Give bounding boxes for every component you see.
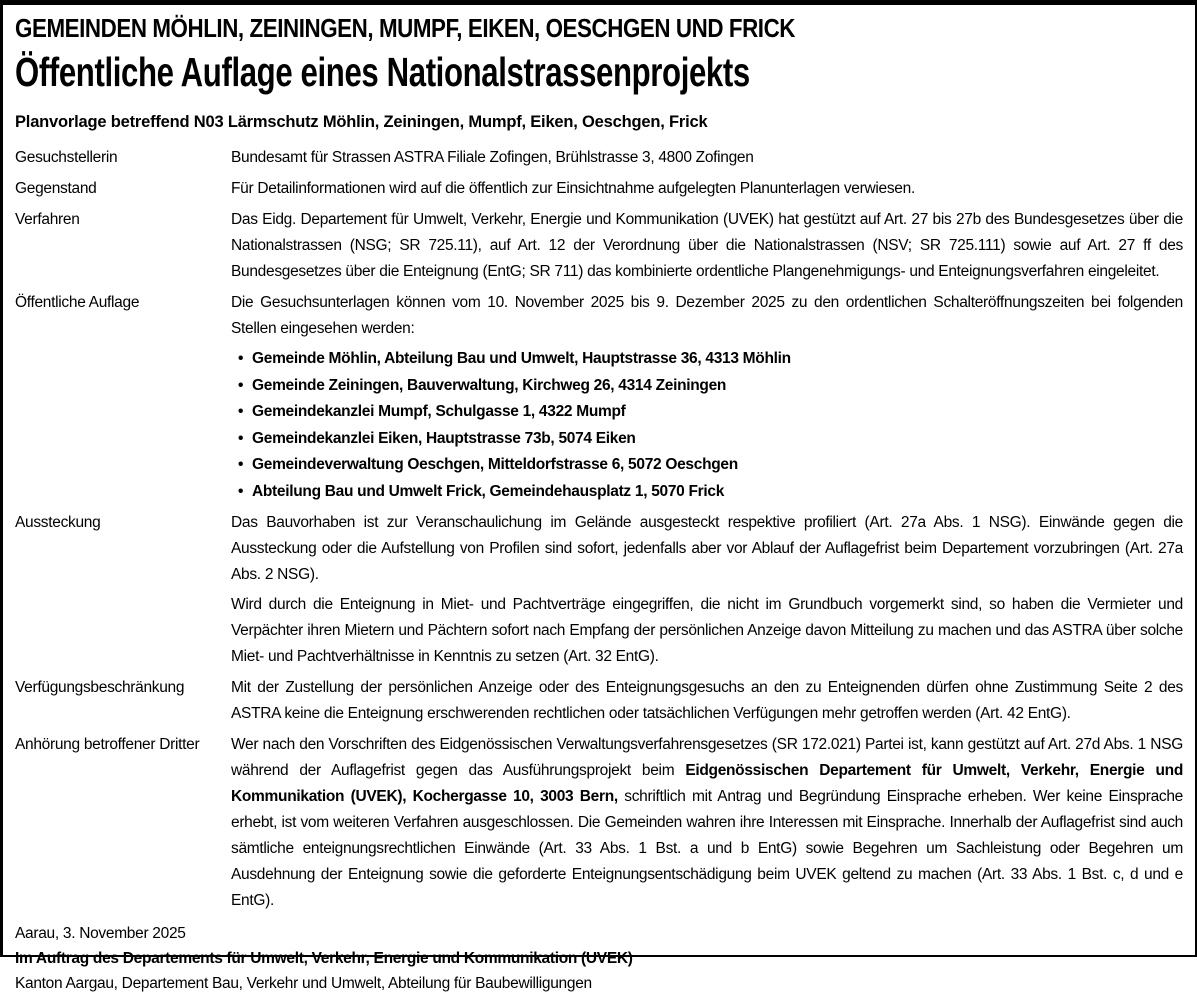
footer-line-department: Kanton Aargau, Departement Bau, Verkehr und Umwelt, Abteilung für Baubewilligungen — [15, 975, 592, 992]
section-label: Gesuchstellerin — [15, 149, 118, 166]
section-row — [15, 176, 1183, 202]
footer — [15, 921, 1183, 996]
page-title-text: Öffentliche Auflage eines Nationalstrassenprojekts — [15, 49, 750, 95]
section-row — [15, 207, 1183, 285]
footer-line-authority: Im Auftrag des Departements für Umwelt, Verkehr, Energie und Kommunikation (UVEK) — [15, 950, 633, 967]
bullet-item: • Gemeinde Zeiningen, Bauverwaltung, Kirchweg 26, 4314 Zeiningen — [231, 373, 1183, 400]
paragraph — [231, 592, 1183, 670]
section-content — [231, 510, 1183, 670]
text: Die Gesuchsunterlagen können vom 10. November 2025 bis 9. Dezember 2025 zu den ordentlichen Schalteröffnungszeiten bei folgenden Stellen eingesehen werden: — [231, 294, 1183, 337]
bullet-item: • Gemeinde Möhlin, Abteilung Bau und Umwelt, Hauptstrasse 36, 4313 Möhlin — [231, 346, 1183, 373]
section-label: Gegenstand — [15, 180, 97, 197]
section-content — [231, 290, 1183, 505]
section-label: Öffentliche Auflage — [15, 294, 140, 311]
section-label: Verfahren — [15, 211, 80, 228]
footer-line-date: Aarau, 3. November 2025 — [15, 925, 186, 942]
text: Wer nach den Vorschriften des Eidgenössischen Verwaltungsverfahrensgesetzes (SR 172.021) Partei ist, kann gestützt auf Art. 27d Abs. 1 NSG während der Auflagefrist gegen das Ausführungsprojekt beim — [231, 736, 1183, 779]
paragraph — [231, 290, 1183, 342]
sections — [15, 145, 1183, 914]
section-row — [15, 732, 1183, 914]
text: schriftlich mit Antrag und Begründung Einsprache erheben. Wer keine Einsprache erhebt, ist vom weiteren Verfahren ausgeschlossen. Die Gemeinden wahren ihre Interessen mit Einsprache. Innerhalb der Auflagefrist sind auch sämtliche enteignungsrechtlichen Einwände (Art. 33 Abs. 1 Bst. a und b EntG) sowie Begehren um Sachleistung oder Begehren um Ausdehnung der Enteignung sowie die geforderte Enteignungsentschädigung beim UVEK geltend zu machen (Art. 33 Abs. 1 Bst. c, d und e EntG). — [231, 788, 1183, 909]
bullet-item: • Gemeindekanzlei Mumpf, Schulgasse 1, 4322 Mumpf — [231, 399, 1183, 426]
section-label: Anhörung betroffener Dritter — [15, 736, 200, 753]
text: Das Eidg. Departement für Umwelt, Verkehr, Energie und Kommunikation (UVEK) hat gestützt auf Art. 27 bis 27b des Bundesgesetzes über die Nationalstrassen (NSG; SR 725.11), auf Art. 12 der Verordnung über die Nationalstrassen (NSV; SR 725.111) sowie auf Art. 27 ff des Bundesgesetzes über die Enteignung (EntG; SR 711) das kombinierte ordentliche Plangenehmigungs- und Enteignungsverfahren eingeleitet. — [231, 211, 1183, 280]
paragraph — [231, 732, 1183, 914]
section-content — [231, 207, 1183, 285]
text: Das Bauvorhaben ist zur Veranschaulichung im Gelände ausgesteckt respektive profiliert (Art. 27a Abs. 1 NSG). Einwände gegen die Aussteckung oder die Aufstellung von Profilen sind sofort, jedenfalls aber vor Ablauf der Auflagefrist beim Departement vorzubringen (Art. 27a Abs. 2 NSG). — [231, 514, 1183, 583]
text: Bundesamt für Strassen ASTRA Filiale Zofingen, Brühlstrasse 3, 4800 Zofingen — [231, 149, 754, 166]
section-row — [15, 290, 1183, 505]
section-row — [15, 510, 1183, 670]
bullet-item: • Gemeindeverwaltung Oeschgen, Mitteldorfstrasse 6, 5072 Oeschgen — [231, 452, 1183, 479]
text: Wird durch die Enteignung in Miet- und Pachtverträge eingegriffen, die nicht im Grundbuch vorgemerkt sind, so haben die Vermieter und Verpächter ihren Mietern und Pächtern sofort nach Empfang der persönlichen Anzeige davon Mitteilung zu machen und das ASTRA über solche Miet- und Pachtverhältnisse in Kenntnis zu setzen (Art. 32 EntG). — [231, 596, 1183, 665]
bullet-list — [231, 346, 1183, 505]
kicker — [15, 13, 1183, 43]
bold-text: Eidgenössischen Departement für Umwelt, Verkehr, Energie und Kommunikation (UVEK), Kochergasse 10, 3003 Bern, — [231, 762, 1183, 805]
bullet-item: • Abteilung Bau und Umwelt Frick, Gemeindehausplatz 1, 5070 Frick — [231, 479, 1183, 506]
text: Mit der Zustellung der persönlichen Anzeige oder des Enteignungsgesuchs an den zu Enteignenden dürfen ohne Zustimmung Seite 2 des ASTRA keine die Enteignung erschwerenden rechtlichen oder tatsächlichen Verfügungen mehr getroffen werden (Art. 42 EntG). — [231, 679, 1183, 722]
section-content — [231, 675, 1183, 727]
paragraph — [231, 176, 1183, 202]
bullet-item: • Gemeindekanzlei Eiken, Hauptstrasse 73b, 5074 Eiken — [231, 426, 1183, 453]
paragraph — [231, 145, 1183, 171]
section-label: Verfügungsbeschränkung — [15, 679, 185, 696]
section-label: Aussteckung — [15, 514, 101, 531]
section-content — [231, 145, 1183, 171]
kicker-text: GEMEINDEN MÖHLIN, ZEININGEN, MUMPF, EIKEN, OESCHGEN UND FRICK — [15, 13, 796, 43]
text: Für Detailinformationen wird auf die öffentlich zur Einsichtnahme aufgelegten Planunterlagen verwiesen. — [231, 180, 915, 197]
paragraph — [231, 675, 1183, 727]
section-row — [15, 145, 1183, 171]
section-content — [231, 732, 1183, 914]
page-subtitle: Planvorlage betreffend N03 Lärmschutz Möhlin, Zeiningen, Mumpf, Eiken, Oeschgen, Frick — [15, 113, 708, 131]
paragraph — [231, 510, 1183, 588]
page-title — [15, 49, 1183, 95]
section-content — [231, 176, 1183, 202]
section-row — [15, 675, 1183, 727]
paragraph — [231, 207, 1183, 285]
